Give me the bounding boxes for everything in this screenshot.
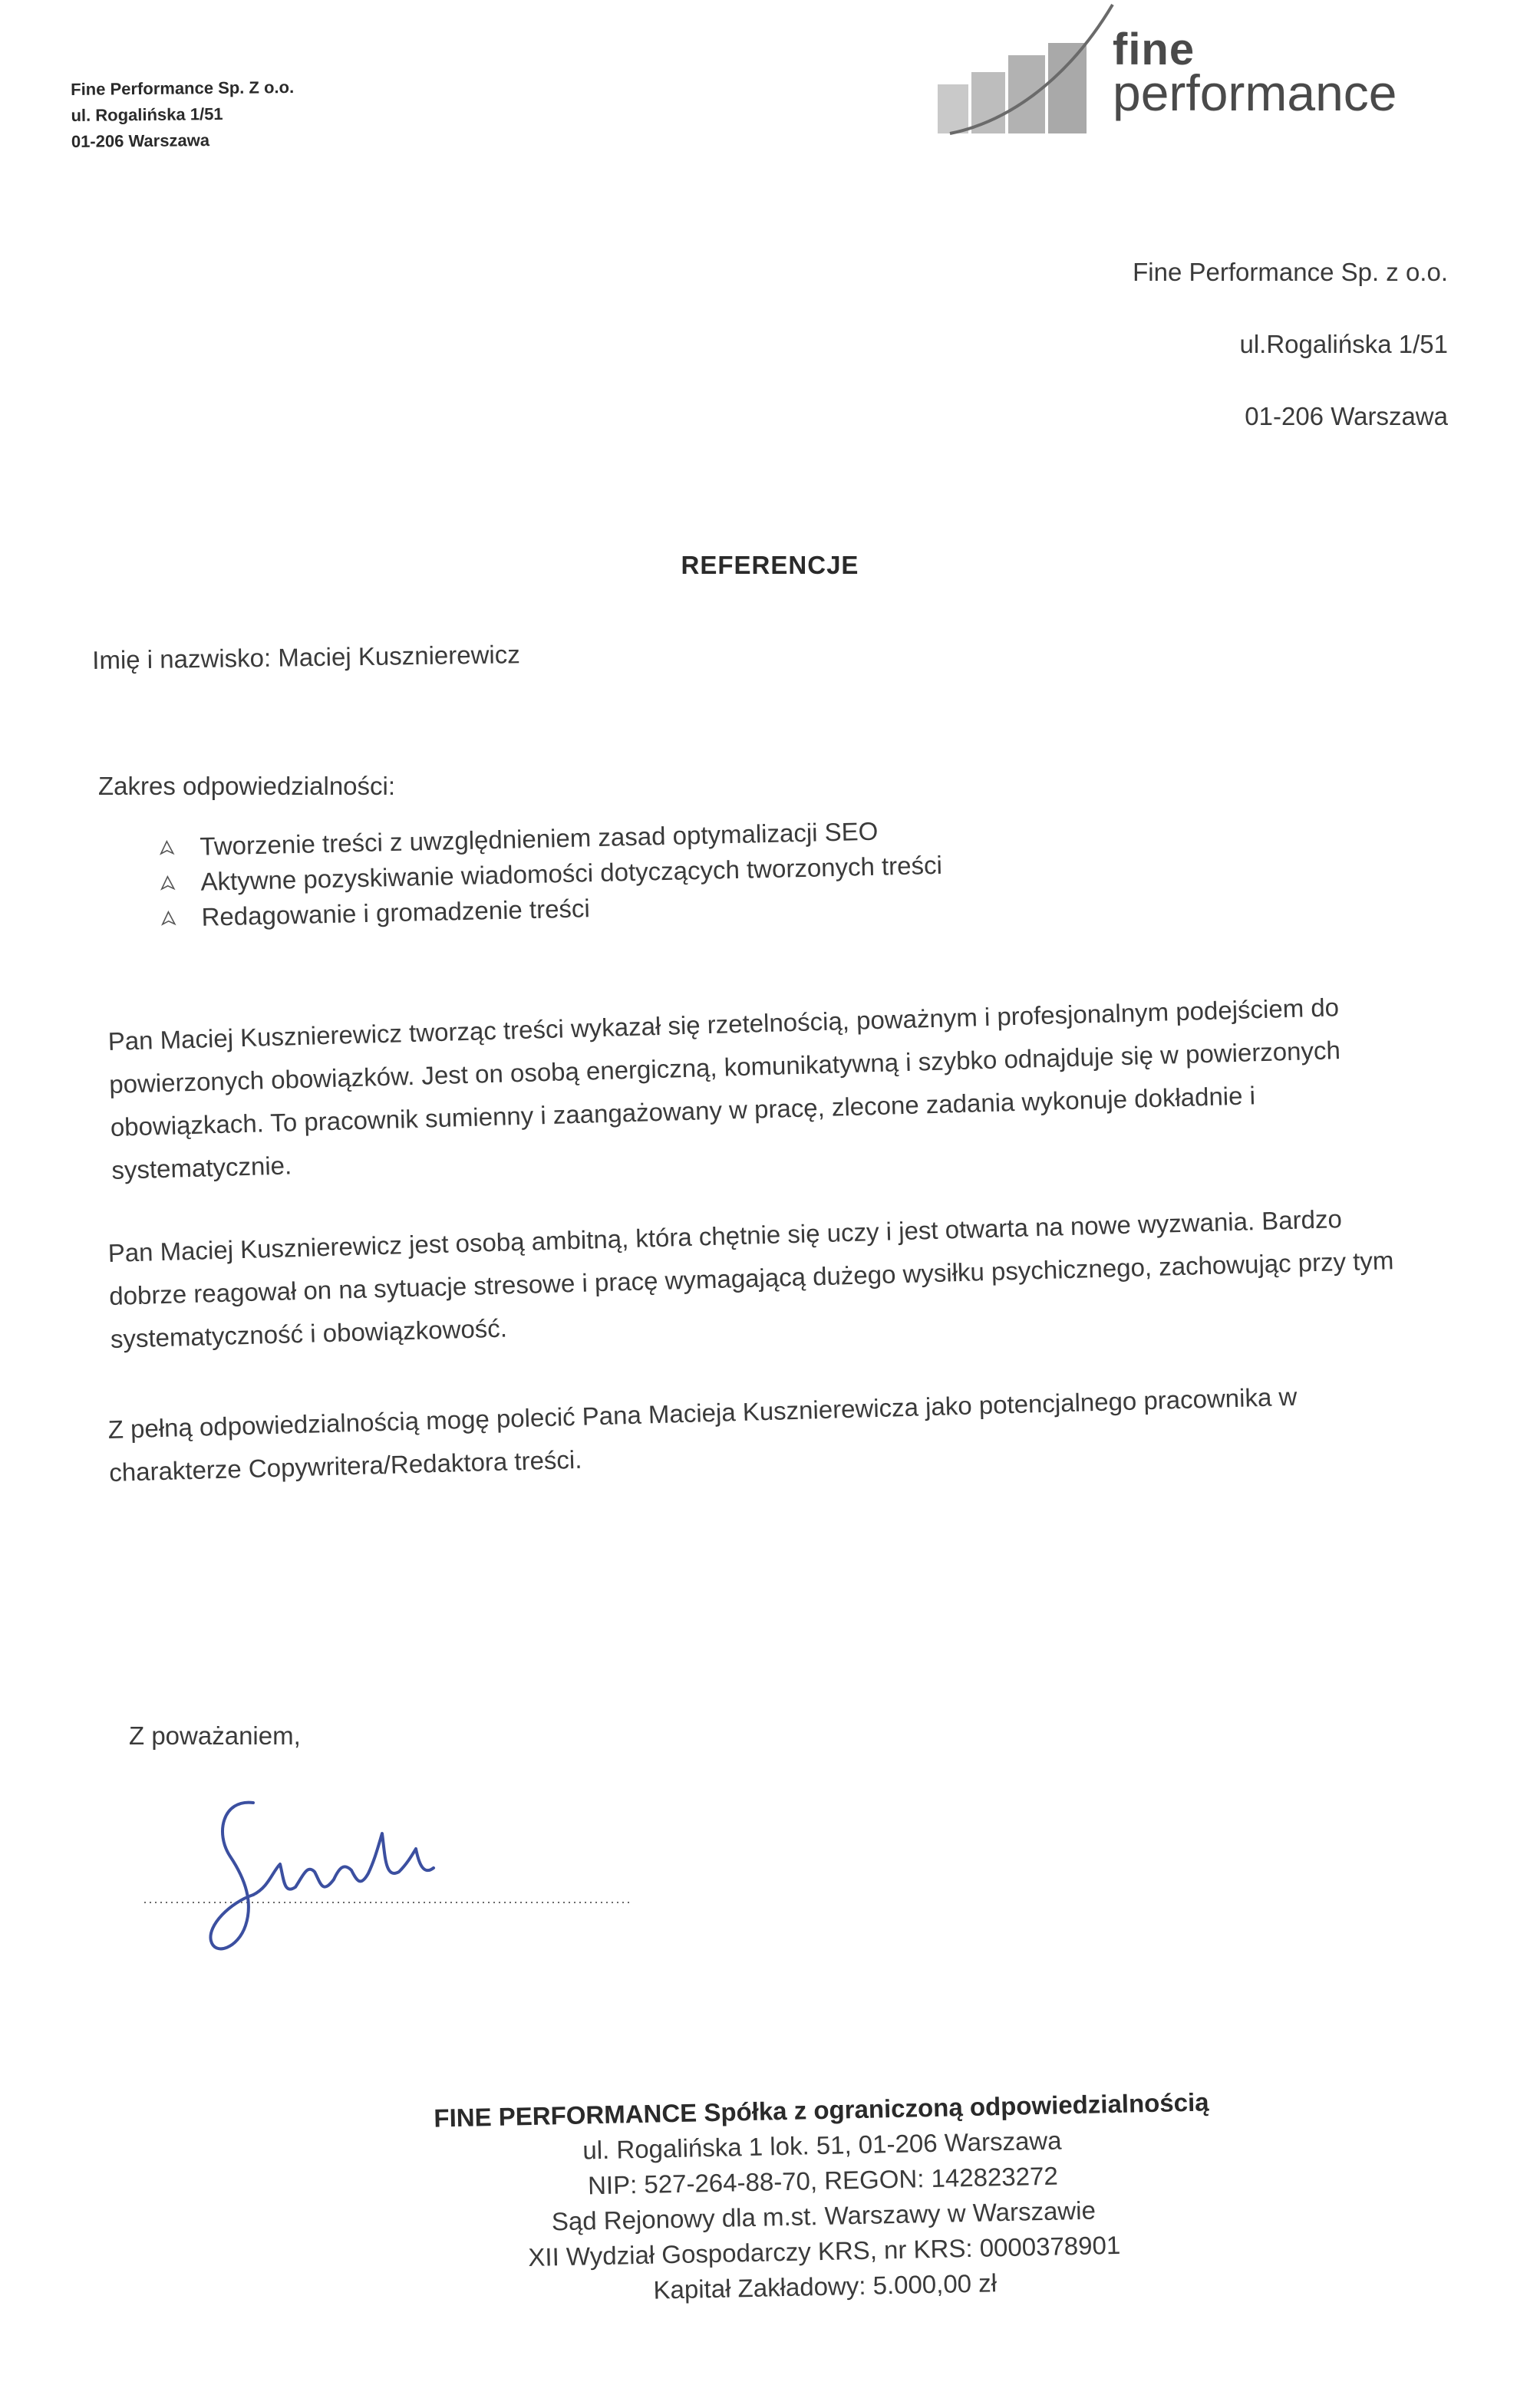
arrow-bullet-icon <box>158 838 175 855</box>
recipient-line-city: 01-206 Warszawa <box>1245 402 1448 430</box>
employee-name-line: Imię i nazwisko: Maciej Kusznierewicz <box>92 640 520 674</box>
company-footer <box>322 2082 1324 2314</box>
body-paragraph <box>107 984 1409 1192</box>
recipient-line-company: Fine Performance Sp. z o.o. <box>1133 258 1448 286</box>
logo-word-performance: performance <box>1113 64 1397 121</box>
footer-address: ul. Rogalińska 1 lok. 51, 01-206 Warszawa <box>582 2126 1062 2165</box>
footer-company-name: FINE PERFORMANCE Spółka z ograniczoną odpowiedzialnością <box>434 2087 1209 2133</box>
responsibilities-heading: Zakres odpowiedzialności: <box>98 772 396 800</box>
recipient-address <box>1133 258 1448 474</box>
body-paragraph <box>107 1196 1407 1361</box>
arrow-bullet-icon <box>160 909 176 926</box>
sender-address <box>71 74 295 155</box>
footer-tax-ids: NIP: 527-264-88-70, REGON: 142823272 <box>587 2161 1059 2200</box>
company-logo <box>935 0 1433 146</box>
paragraph-text: Z pełną odpowiedzialnością mogę polecić Pana Macieja Kusznierewicza jako potencjalnego pracownika w charakterze Copywritera/Redaktora treści. <box>107 1382 1298 1487</box>
sender-line-city: 01-206 Warszawa <box>71 130 210 151</box>
footer-capital: Kapitał Zakładowy: 5.000,00 zł <box>653 2268 998 2304</box>
footer-krs: XII Wydział Gospodarczy KRS, nr KRS: 0000378901 <box>528 2230 1121 2272</box>
list-item-text: Redagowanie i gromadzenie treści <box>201 894 591 931</box>
logo-bars-icon <box>935 0 1119 146</box>
paragraph-text: Pan Maciej Kusznierewicz jest osobą ambitną, która chętnie się uczy i jest otwarta na nowe wyzwania. Bardzo dobrze reagował on na sytuacje stresowe i pracę wymagającą dużego wysiłku psychicznego, zachowując przy tym systematyczność i obowiązkowość. <box>107 1204 1394 1353</box>
sender-line-street: ul. Rogalińska 1/51 <box>71 104 223 125</box>
paragraph-text: Pan Maciej Kusznierewicz tworząc treści wykazał się rzetelnością, poważnym i profesjonalnym podejściem do powierzonych obowiązków. Jest on osobą energiczną, komunikatywną i szybko odnajduje się w powierzonych obowiązkach. To pracownik sumienny i zaangażowany w pracę, zlecone zadania wykonuje dokładnie i systematycznie. <box>107 993 1341 1184</box>
logo-word-fine: fine <box>1113 25 1195 74</box>
sender-line-company: Fine Performance Sp. Z o.o. <box>71 77 295 99</box>
closing-salutation: Z poważaniem, <box>129 1721 301 1750</box>
recipient-line-street: ul.Rogalińska 1/51 <box>1239 330 1448 358</box>
responsibilities-list <box>158 812 943 936</box>
document-title: REFERENCJE <box>681 551 859 579</box>
arrow-bullet-icon <box>159 874 176 891</box>
list-item-text: Tworzenie treści z uwzględnieniem zasad optymalizacji SEO <box>200 816 879 861</box>
body-paragraph <box>107 1372 1406 1494</box>
list-item-text: Aktywne pozyskiwanie wiadomości dotyczących tworzonych treści <box>200 850 943 896</box>
handwritten-signature <box>138 1787 645 1964</box>
footer-court: Sąd Rejonowy dla m.st. Warszawy w Warszawie <box>551 2196 1096 2236</box>
